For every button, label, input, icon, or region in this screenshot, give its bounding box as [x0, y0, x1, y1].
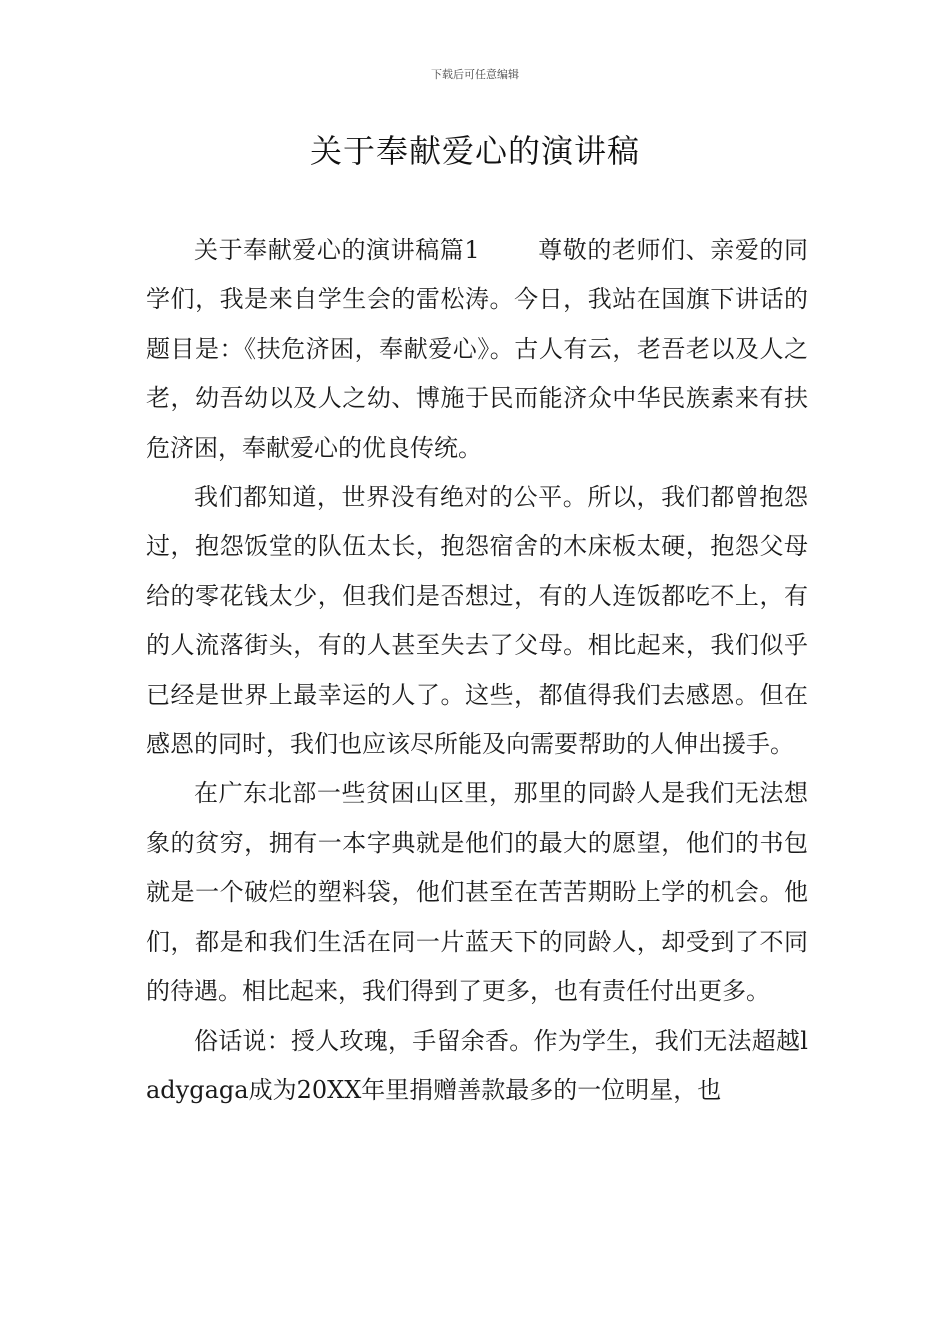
paragraph-1 [146, 226, 808, 473]
paragraph-4: 俗话说：授人玫瑰，手留余香。作为学生，我们无法超越ladygaga成为20XX年里捐赠善款最多的一位明星，也 [146, 1026, 808, 1104]
document-title: 关于奉献爱心的演讲稿 [309, 132, 640, 170]
section-heading: 关于奉献爱心的演讲稿篇1 [194, 236, 480, 264]
paragraph-3: 在广东北部一些贫困山区里，那里的同龄人是我们无法想象的贫穷，拥有一本字典就是他们的最大的愿望，他们的书包就是一个破烂的塑料袋，他们甚至在苦苦期盼上学的机会。他们，都是和我们生活在同一片蓝天下的同龄人，却受到了不同的待遇。相比起来，我们得到了更多，也有责任付出更多。 [146, 779, 808, 1006]
header-note: 下载后可任意编辑 [431, 68, 519, 81]
document-body [146, 226, 808, 1115]
paragraph-1-text: 尊敬的老师们、亲爱的同学们，我是来自学生会的雷松涛。今日，我站在国旗下讲话的题目是：《扶危济困，奉献爱心》。古人有云，老吾老以及人之老，幼吾幼以及人之幼、博施于民而能济众中华民族素来有扶危济困，奉献爱心的优良传统。 [146, 236, 808, 462]
paragraph-2: 我们都知道，世界没有绝对的公平。所以，我们都曾抱怨过，抱怨饭堂的队伍太长，抱怨宿舍的木床板太硬，抱怨父母给的零花钱太少，但我们是否想过，有的人连饭都吃不上，有的人流落街头，有的人甚至失去了父母。相比起来，我们似乎已经是世界上最幸运的人了。这些，都值得我们去感恩。但在感恩的同时，我们也应该尽所能及向需要帮助的人伸出援手。 [146, 483, 808, 759]
